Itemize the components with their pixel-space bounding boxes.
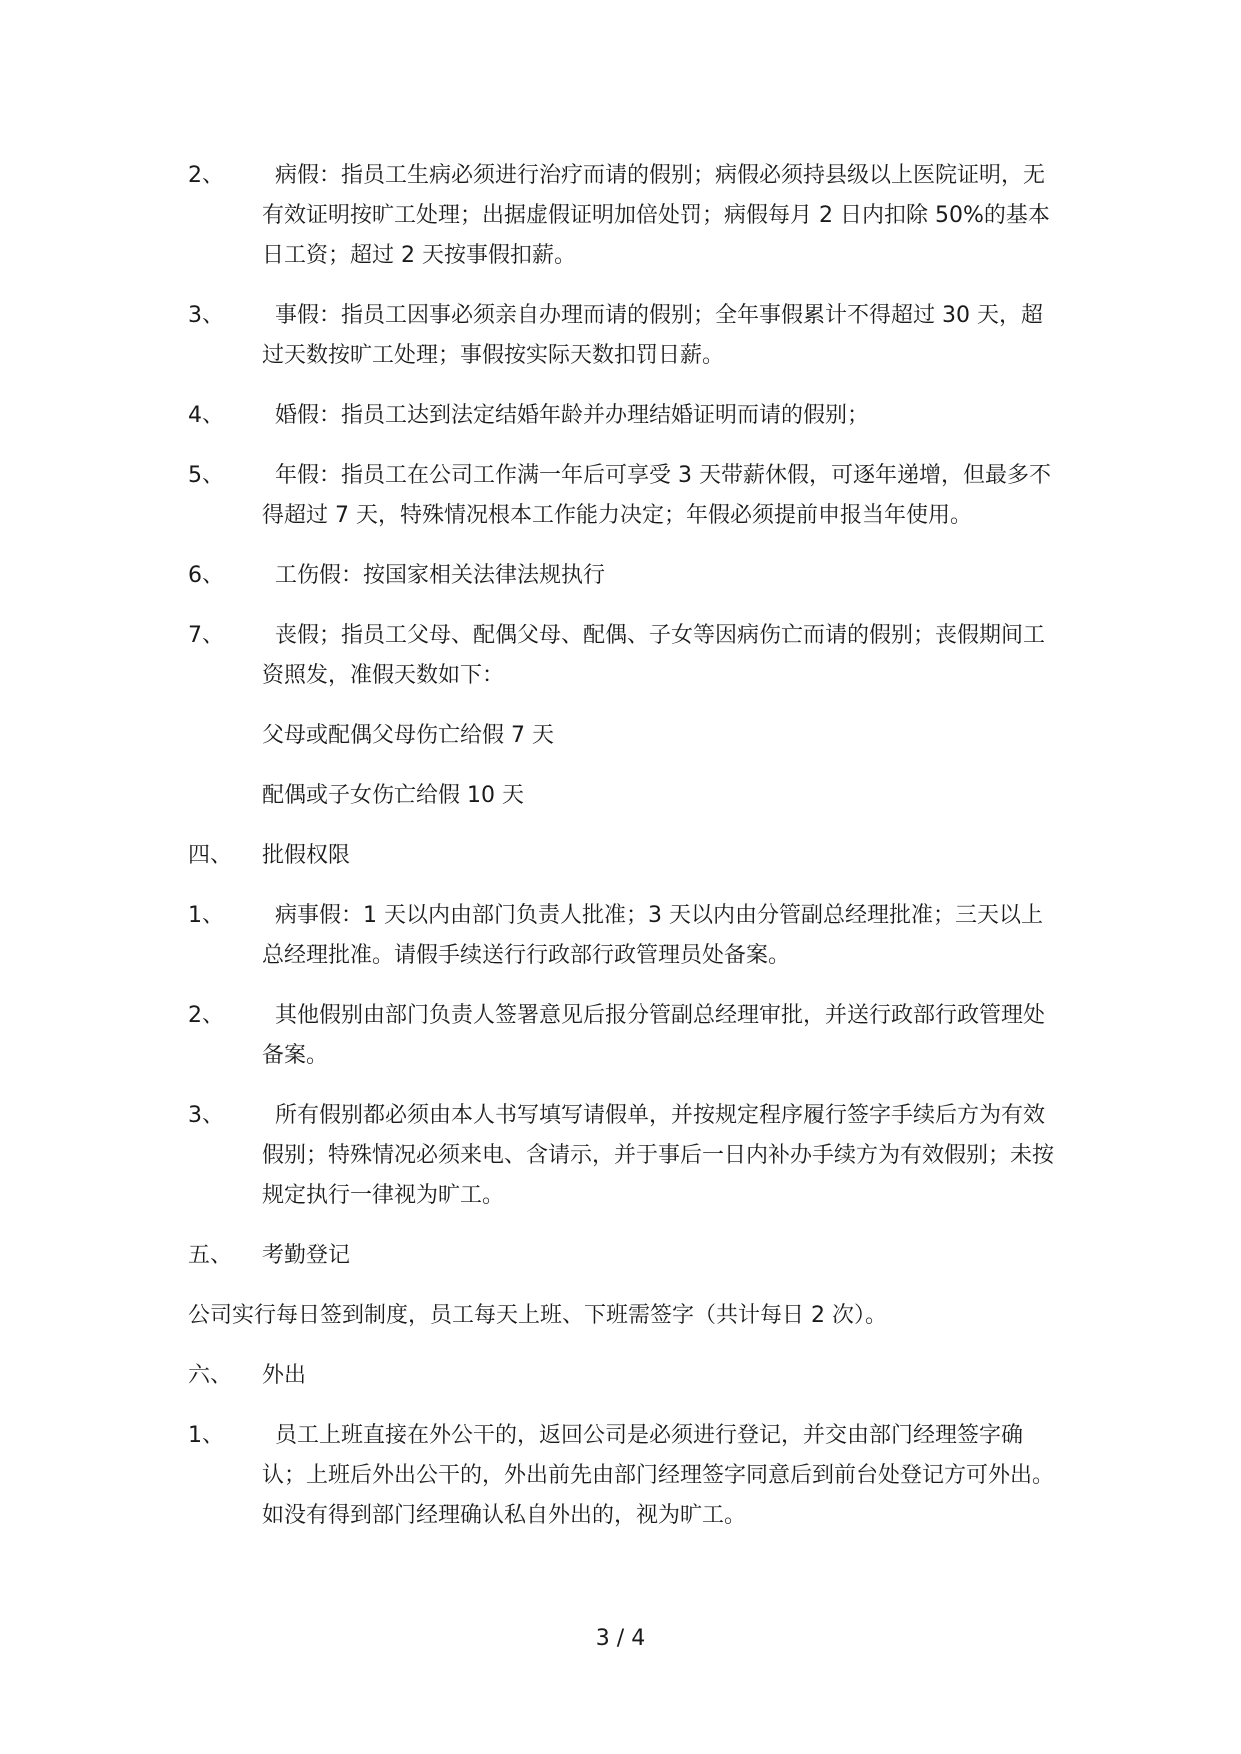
item-text: 其他假别由部门负责人签署意见后报分管副总经理审批，并送行政部行政管理处备案。 (262, 1003, 1046, 1068)
item-number: 3、 (188, 1103, 224, 1128)
list-item (188, 996, 1058, 1076)
list-item (188, 896, 1058, 976)
section-heading (188, 1356, 1058, 1396)
item-number: 1、 (188, 903, 224, 928)
item-text: 病事假：1 天以内由部门负责人批准；3 天以内由分管副总经理批准；三天以上总经理批准。请假手续送行行政部行政管理员处备案。 (262, 903, 1043, 968)
section-title: 考勤登记 (262, 1243, 351, 1268)
item-text: 病假：指员工生病必须进行治疗而请的假别；病假必须持县级以上医院证明，无有效证明按旷工处理；出据虚假证明加倍处罚；病假每月 2 日内扣除 50%的基本日工资；超过 2 天按事假扣薪。 (262, 163, 1050, 268)
list-item (188, 456, 1058, 536)
item-text: 婚假：指员工达到法定结婚年龄并办理结婚证明而请的假别； (275, 403, 870, 428)
item-number: 7、 (188, 623, 224, 648)
item-text: 丧假；指员工父母、配偶父母、配偶、子女等因病伤亡而请的假别；丧假期间工资照发，准假天数如下： (262, 623, 1046, 688)
item-text: 所有假别都必须由本人书写填写请假单，并按规定程序履行签字手续后方为有效假别；特殊情况必须来电、含请示，并于事后一日内补办手续方为有效假别；未按规定执行一律视为旷工。 (262, 1103, 1055, 1208)
item-text: 年假：指员工在公司工作满一年后可享受 3 天带薪休假，可逐年递增，但最多不得超过 7 天，特殊情况根本工作能力决定；年假必须提前申报当年使用。 (262, 463, 1051, 528)
item-text: 事假：指员工因事必须亲自办理而请的假别；全年事假累计不得超过 30 天，超过天数按旷工处理；事假按实际天数扣罚日薪。 (262, 303, 1043, 368)
sub-item: 配偶或子女伤亡给假 10 天 (262, 783, 524, 808)
section-number: 六、 (188, 1363, 233, 1388)
section-number: 五、 (188, 1243, 233, 1268)
list-item (188, 1096, 1058, 1216)
list-item (188, 296, 1058, 376)
item-text: 员工上班直接在外公干的，返回公司是必须进行登记，并交由部门经理签字确认；上班后外出公干的，外出前先由部门经理签字同意后到前台处登记方可外出。如没有得到部门经理确认私自外出的，视为旷工。 (262, 1423, 1055, 1528)
list-item (188, 156, 1058, 276)
section-heading (188, 836, 1058, 876)
item-number: 3、 (188, 303, 224, 328)
section-title: 批假权限 (262, 843, 351, 868)
list-item (188, 556, 1058, 596)
list-item (188, 396, 1058, 436)
item-number: 6、 (188, 563, 224, 588)
section-number: 四、 (188, 843, 233, 868)
section-title: 外出 (262, 1363, 307, 1388)
item-number: 4、 (188, 403, 224, 428)
sub-item: 父母或配偶父母伤亡给假 7 天 (262, 723, 554, 748)
paragraph: 公司实行每日签到制度，员工每天上班、下班需签字（共计每日 2 次）。 (188, 1303, 887, 1328)
document-body (188, 156, 1058, 1556)
list-item (188, 616, 1058, 696)
item-number: 5、 (188, 463, 224, 488)
item-number: 2、 (188, 1003, 224, 1028)
item-text: 工伤假：按国家相关法律法规执行 (275, 563, 606, 588)
list-item (188, 1416, 1058, 1536)
page-number: 3 / 4 (595, 1626, 646, 1651)
item-number: 1、 (188, 1423, 224, 1448)
item-number: 2、 (188, 163, 224, 188)
section-heading (188, 1236, 1058, 1276)
